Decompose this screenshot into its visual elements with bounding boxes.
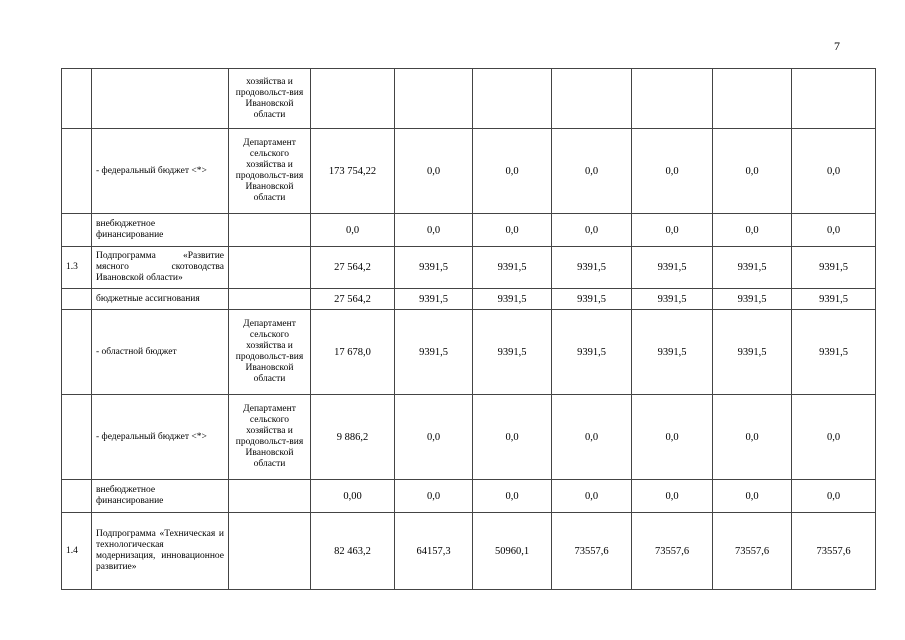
value-cell: 64157,3 bbox=[395, 513, 473, 590]
executor-cell bbox=[229, 480, 311, 513]
value-cell: 9391,5 bbox=[632, 289, 713, 310]
value-cell: 0,0 bbox=[473, 214, 552, 247]
value-cell: 27 564,2 bbox=[311, 247, 395, 289]
value-cell: 0,0 bbox=[792, 129, 876, 214]
value-cell: 73557,6 bbox=[632, 513, 713, 590]
value-cell: 0,0 bbox=[552, 395, 632, 480]
value-cell: 0,0 bbox=[552, 214, 632, 247]
executor-cell: Департамент сельского хозяйства и продовольст-вия Ивановской области bbox=[229, 129, 311, 214]
table-row bbox=[62, 513, 876, 590]
table-row bbox=[62, 247, 876, 289]
value-cell: 9391,5 bbox=[395, 247, 473, 289]
row-name-cell: внебюджетное финансирование bbox=[92, 214, 229, 247]
value-cell: 50960,1 bbox=[473, 513, 552, 590]
table-row bbox=[62, 289, 876, 310]
row-name-cell: внебюджетное финансирование bbox=[92, 480, 229, 513]
value-cell: 9391,5 bbox=[713, 247, 792, 289]
executor-cell bbox=[229, 289, 311, 310]
value-cell: 0,0 bbox=[792, 214, 876, 247]
value-cell: 9391,5 bbox=[632, 310, 713, 395]
value-cell: 0,0 bbox=[713, 129, 792, 214]
value-cell: 9391,5 bbox=[473, 310, 552, 395]
value-cell: 0,0 bbox=[713, 395, 792, 480]
value-cell: 82 463,2 bbox=[311, 513, 395, 590]
value-cell: 73557,6 bbox=[713, 513, 792, 590]
value-cell: 73557,6 bbox=[792, 513, 876, 590]
value-cell: 9 886,2 bbox=[311, 395, 395, 480]
table-row bbox=[62, 129, 876, 214]
page-number: 7 bbox=[834, 39, 840, 53]
value-cell bbox=[473, 69, 552, 129]
row-number-cell bbox=[62, 129, 92, 214]
budget-table bbox=[61, 68, 876, 590]
table-row bbox=[62, 214, 876, 247]
value-cell: 0,0 bbox=[713, 214, 792, 247]
value-cell: 9391,5 bbox=[632, 247, 713, 289]
value-cell: 9391,5 bbox=[792, 247, 876, 289]
value-cell: 0,0 bbox=[552, 480, 632, 513]
value-cell: 17 678,0 bbox=[311, 310, 395, 395]
executor-cell bbox=[229, 247, 311, 289]
row-number-cell: 1.3 bbox=[62, 247, 92, 289]
value-cell: 0,0 bbox=[792, 395, 876, 480]
value-cell: 27 564,2 bbox=[311, 289, 395, 310]
row-name-cell: - областной бюджет bbox=[92, 310, 229, 395]
table-row bbox=[62, 395, 876, 480]
value-cell: 0,0 bbox=[473, 129, 552, 214]
value-cell: 9391,5 bbox=[792, 310, 876, 395]
value-cell: 9391,5 bbox=[792, 289, 876, 310]
value-cell: 0,0 bbox=[792, 480, 876, 513]
value-cell: 0,0 bbox=[395, 480, 473, 513]
value-cell: 73557,6 bbox=[552, 513, 632, 590]
row-name-cell: Подпрограмма «Техническая и технологическая модернизация, инновационное развитие» bbox=[92, 513, 229, 590]
value-cell: 0,0 bbox=[632, 214, 713, 247]
row-name-cell: - федеральный бюджет <*> bbox=[92, 129, 229, 214]
value-cell bbox=[632, 69, 713, 129]
value-cell: 0,0 bbox=[632, 395, 713, 480]
row-number-cell bbox=[62, 310, 92, 395]
value-cell: 9391,5 bbox=[395, 289, 473, 310]
row-name-cell: Подпрограмма «Развитие мясного скотоводства Ивановской области» bbox=[92, 247, 229, 289]
value-cell: 0,0 bbox=[632, 129, 713, 214]
executor-cell bbox=[229, 214, 311, 247]
value-cell: 9391,5 bbox=[552, 247, 632, 289]
executor-cell bbox=[229, 513, 311, 590]
table-row bbox=[62, 480, 876, 513]
row-number-cell bbox=[62, 289, 92, 310]
value-cell: 9391,5 bbox=[713, 310, 792, 395]
value-cell bbox=[552, 69, 632, 129]
table-row bbox=[62, 69, 876, 129]
value-cell bbox=[713, 69, 792, 129]
row-number-cell: 1.4 bbox=[62, 513, 92, 590]
value-cell bbox=[311, 69, 395, 129]
row-name-cell: бюджетные ассигнования bbox=[92, 289, 229, 310]
value-cell: 9391,5 bbox=[473, 289, 552, 310]
value-cell: 9391,5 bbox=[552, 289, 632, 310]
value-cell: 9391,5 bbox=[713, 289, 792, 310]
value-cell: 0,0 bbox=[395, 214, 473, 247]
row-number-cell bbox=[62, 214, 92, 247]
row-number-cell bbox=[62, 395, 92, 480]
value-cell: 0,0 bbox=[311, 214, 395, 247]
value-cell: 0,0 bbox=[473, 480, 552, 513]
executor-cell: хозяйства и продовольст-вия Ивановской области bbox=[229, 69, 311, 129]
value-cell: 173 754,22 bbox=[311, 129, 395, 214]
row-name-cell bbox=[92, 69, 229, 129]
executor-cell: Департамент сельского хозяйства и продовольст-вия Ивановской области bbox=[229, 395, 311, 480]
value-cell: 0,0 bbox=[713, 480, 792, 513]
row-number-cell bbox=[62, 480, 92, 513]
value-cell: 0,0 bbox=[552, 129, 632, 214]
row-name-cell: - федеральный бюджет <*> bbox=[92, 395, 229, 480]
value-cell: 9391,5 bbox=[473, 247, 552, 289]
value-cell: 0,0 bbox=[395, 129, 473, 214]
value-cell: 0,0 bbox=[395, 395, 473, 480]
table-row bbox=[62, 310, 876, 395]
value-cell: 0,0 bbox=[473, 395, 552, 480]
row-number-cell bbox=[62, 69, 92, 129]
value-cell: 0,00 bbox=[311, 480, 395, 513]
value-cell: 9391,5 bbox=[395, 310, 473, 395]
value-cell: 9391,5 bbox=[552, 310, 632, 395]
executor-cell: Департамент сельского хозяйства и продовольст-вия Ивановской области bbox=[229, 310, 311, 395]
value-cell: 0,0 bbox=[632, 480, 713, 513]
value-cell bbox=[792, 69, 876, 129]
value-cell bbox=[395, 69, 473, 129]
